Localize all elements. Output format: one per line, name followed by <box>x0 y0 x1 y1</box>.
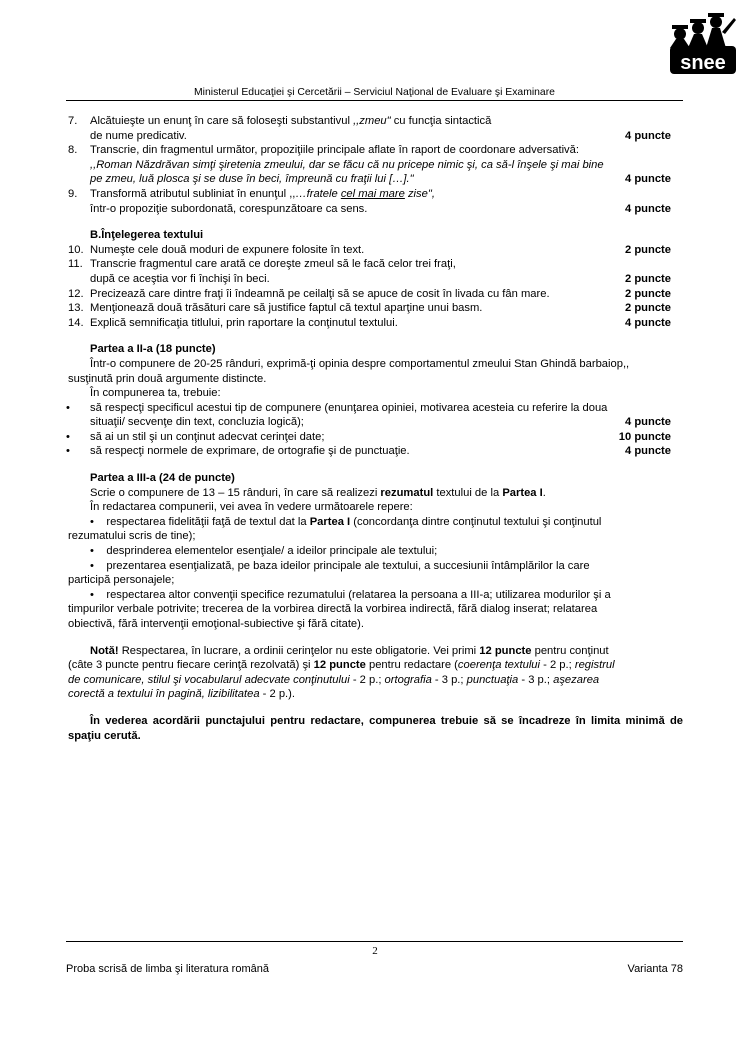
part-2-bullet: • să respecţi normele de exprimare, de ortografie şi de punctuaţie. 4 puncte <box>66 445 671 458</box>
item-number: 9. <box>68 187 78 200</box>
note: Notă! Respectarea, în lucrare, a ordinii cerinţelor nu este obligatorie. Vei primi 12 puncte pentru conţinut <box>90 644 609 657</box>
item-number: 7. <box>68 115 78 127</box>
final-instruction: În vederea acordării punctajului pentru redactare, compunerea trebuie să se încadreze în limita minimă de spaţiu cerută. <box>68 714 683 742</box>
footer-rule <box>66 941 683 942</box>
part-3-requirement: • respectarea fidelităţii faţă de textul dat la Partea I (concordanţa dintre conţinutul textului şi conţinutul <box>90 515 602 528</box>
part-3-title: Partea a III-a (24 de puncte) <box>90 472 235 485</box>
part-2-title: Partea a II-a (18 puncte) <box>90 343 216 356</box>
part-2-bullet: • să ai un stil şi un conţinut adecvat cerinţei date; 10 puncte <box>66 430 671 443</box>
part-3-requirement: • desprinderea elementelor esenţiale/ a ideilor principale ale textului; <box>90 545 438 558</box>
snee-logo <box>664 12 740 78</box>
points: 10 puncte <box>618 430 671 443</box>
item-7: 7. Alcătuieşte un enunţ în care să foloseşti substantivul ,,zmeu" cu funcţia sintactică <box>68 115 492 127</box>
points: 4 puncte <box>624 173 671 186</box>
item-14: 14. Explică semnificaţia titlului, prin raportare la conţinutul textului. 4 puncte <box>68 316 671 329</box>
part-3-requirement: • respectarea altor convenţii specifice rezumatului (relatarea la persoana a III-a; utilizarea modurilor şi a <box>90 588 611 601</box>
points: 4 puncte <box>624 202 671 215</box>
section-b-title: B.Înţelegerea textului <box>90 229 204 242</box>
points: 4 puncte <box>624 416 671 429</box>
footer-right: Varianta 78 <box>627 963 683 975</box>
item-8: 8. Transcrie, din fragmentul următor, propoziţiile principale aflate în raport de coordonare adversativă: <box>68 144 579 157</box>
item-12: 12. Precizează care dintre fraţi îi îndeamnă pe ceilalţi să se apuce de cosit în livada cu fân mare. 2 puncte <box>68 287 671 300</box>
points: 2 puncte <box>624 287 671 300</box>
points: 2 puncte <box>624 302 671 315</box>
header-rule <box>66 100 683 101</box>
item-13: 13. Menţionează două trăsături care să justifice faptul că textul aparţine unui basm. 2 puncte <box>68 302 671 315</box>
points: 2 puncte <box>624 272 671 285</box>
footer-left: Proba scrisă de limba şi literatura română <box>66 963 269 975</box>
logo-text: snee <box>680 52 726 74</box>
item-11: 11. Transcrie fragmentul care arată ce doreşte zmeul să le facă celor trei fraţi, <box>68 258 456 271</box>
graduates-icon <box>664 12 740 78</box>
page-number: 2 <box>372 945 378 957</box>
points: 4 puncte <box>624 316 671 329</box>
item-number: 8. <box>68 144 78 157</box>
points: 2 puncte <box>624 243 671 256</box>
part-2-bullet: • să respecţi specificul acestui tip de compunere (enunţarea opiniei, motivarea acesteia cu referire la doua <box>66 401 608 414</box>
document-body: 7. Alcătuieşte un enunţ în care să foloseşti substantivul ,,zmeu" cu funcţia sintactică de nume predicativ. 4 puncte 8. Transcrie, din fragmentul următor, propoziţiile principale aflate în raport de coordonare adversativă: ,,Roman Năzdrăvan simţi şiretenia zmeului, dar se făcu că nu pricepe nimic şi, ca să-l înşele şi mai bine pe zmeu, luă plosca şi se duse în beci, împreună cu fraţii lui […]." 4 puncte 9. Transformă atributul subliniat în enunţul ,,…fratele cel mai mare zise", într-o propoziţie subordonată, corespunzătoare ca sens. 4 puncte B.Înţelegerea textului 10. Numeşte cele două moduri de expunere folosite în text. 2 puncte 11. Transcrie fragmentul care arată ce doreşte zmeul să le facă celor trei fraţi, după ce aceştia vor fi închişi în beci. 2 puncte 12. Precizează care dintre fraţi îi îndeamnă pe ceilalţi să se apuce de cosit în livada cu fân mare. 2 puncte 13. Menţionează două trăsături care să justifice faptul că textul aparţine unui basm. 2 puncte 14. Explică semnificaţia titlului, prin raportare la conţinutul textului. 4 puncte Partea a II-a (18 puncte) Într-o compunere de 20-25 rânduri, exprimă-ţi opinia despre comportamentul zmeului Stan Ghindă barbaiop,, susţinută prin două argumente distincte. În compunerea ta, trebuie: • să respecţi specificul acestui tip de compunere (enunţarea opiniei, motivarea acesteia cu referire la doua situaţii/ secvenţe din text, concluzia logică); 4 puncte • să ai un stil şi un conţinut adecvat cerinţei date; 10 puncte • să respecţi normele de exprimare, de ortografie şi de punctuaţie. 4 puncte Partea a III-a (24 de puncte) Scrie o compunere de 13 – 15 rânduri, în care să realizezi rezumatul textului de la Partea I. În redactarea compunerii, vei avea în vedere următoarele repere: • respectarea fidelităţii faţă de textul dat la Partea I (concordanţa dintre conţinutul textului şi conţinutul rezumatului scris de tine); • desprinderea elementelor esenţiale/ a ideilor principale ale textului; • prezentarea esenţializată, pe baza ideilor principale ale textului, a succesiunii întâmplărilor la care participă personajele; • respectarea altor convenţii specifice rezumatului (relatarea la persoana a III-a; utilizarea modurilor şi a timpurilor verbale potrivite; trecerea de la vorbirea directă la vorbirea indirectă, fără dialog inserat; relatarea obiectivă, fără intervenţii emoţional-subiective şi fără citate). Notă! Respectarea, în lucrare, a ordinii cerinţelor nu este obligatorie. Vei primi 12 puncte pentru conţinut (câte 3 puncte pentru fiecare cerinţă rezolvată) şi 12 puncte pentru redactare (coerenţa textului - 2 p.; registrul de comunicare, stilul şi vocabularul adecvate conţinutului - 2 p.; ortografia - 3 p.; punctuaţia - 3 p.; aşezarea corectă a textului în pagină, lizibilitatea - 2 p.). În vederea acordării punctajului pentru redactare, compunerea trebuie să se încadreze în limita minimă de spaţiu cerută. <box>66 115 683 742</box>
points: 4 puncte <box>624 129 671 142</box>
page-header: Ministerul Educaţiei şi Cercetării – Serviciul Naţional de Evaluare şi Examinare <box>194 87 555 98</box>
points: 4 puncte <box>624 445 671 458</box>
part-3-requirement: • prezentarea esenţializată, pe baza ideilor principale ale textului, a succesiunii întâmplărilor la care <box>90 559 590 572</box>
item-9: 9. Transformă atributul subliniat în enunţul ,,…fratele cel mai mare zise", <box>68 187 435 200</box>
item-10: 10. Numeşte cele două moduri de expunere folosite în text. 2 puncte <box>68 243 671 256</box>
